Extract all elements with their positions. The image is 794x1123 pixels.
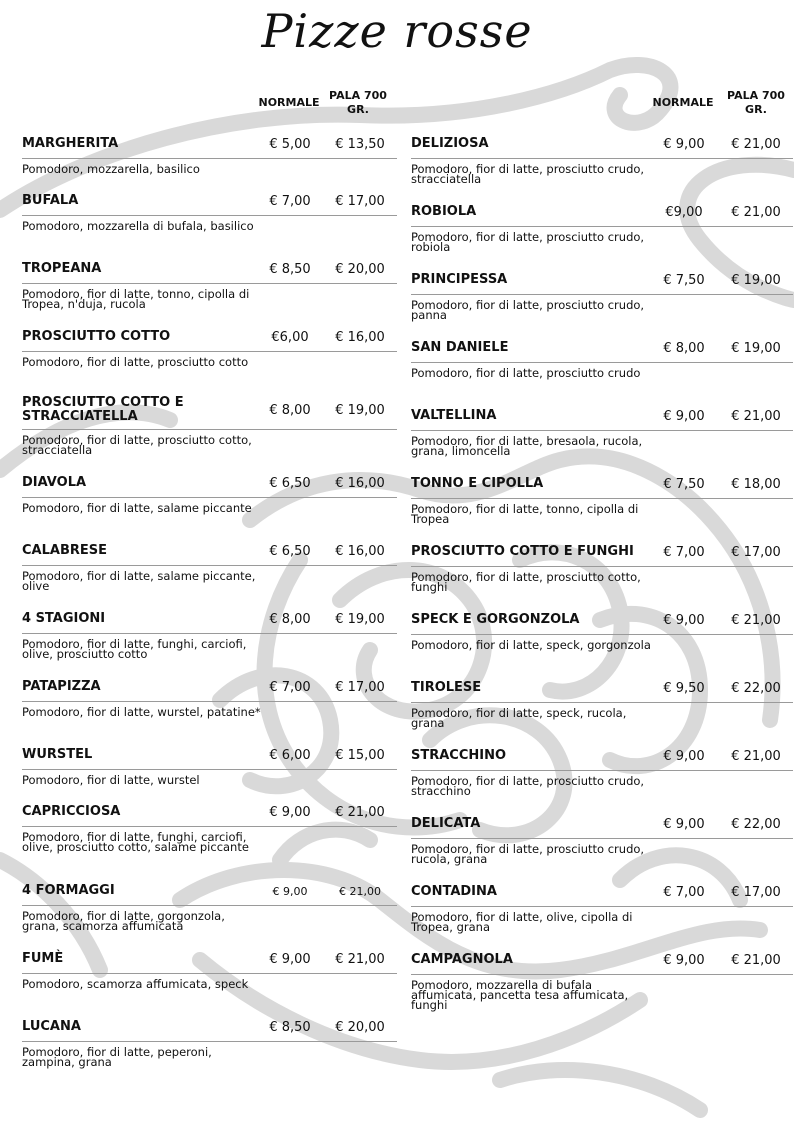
pizza-name: PRINCIPESSA (411, 272, 508, 287)
price-pala: € 21,00 (335, 951, 385, 967)
price-pala: € 21,00 (335, 804, 385, 820)
price-normale: € 9,00 (663, 952, 705, 968)
menu-item (22, 605, 397, 634)
menu-item (22, 1013, 397, 1042)
price-normale: € 8,00 (269, 402, 311, 418)
price-normale: € 9,00 (663, 816, 705, 832)
price-pala: € 21,00 (339, 884, 381, 898)
pizza-ingredients: Pomodoro, fior di latte, bresaola, rucola, grana, limoncella (411, 434, 643, 458)
menu-item (22, 741, 397, 770)
pizza-ingredients: Pomodoro, mozzarella di bufala affumicata, pancetta tesa affumicata, funghi (411, 978, 629, 1012)
pizza-name: LUCANA (22, 1019, 81, 1034)
price-normale: € 9,50 (663, 680, 705, 696)
pizza-ingredients: Pomodoro, fior di latte, prosciutto cotto (22, 355, 249, 369)
pizza-ingredients: Pomodoro, fior di latte, funghi, carciofi, olive, prosciutto cotto (22, 637, 247, 661)
pizza-name: SAN DANIELE (411, 340, 509, 355)
menu-item (22, 798, 397, 827)
menu-item (22, 945, 397, 974)
pizza-name: TONNO E CIPOLLA (411, 476, 544, 491)
pizza-ingredients: Pomodoro, fior di latte, peperoni, zampina, grana (22, 1045, 212, 1069)
pizza-ingredients: Pomodoro, fior di latte, salame piccante, olive (22, 569, 256, 593)
pizza-name: CAMPAGNOLA (411, 952, 513, 967)
price-pala: € 21,00 (731, 952, 781, 968)
price-pala: € 19,00 (335, 402, 385, 418)
price-normale: € 6,00 (269, 747, 311, 763)
price-normale: € 8,00 (269, 611, 311, 627)
price-pala: € 17,00 (335, 679, 385, 695)
price-pala: € 17,00 (731, 884, 781, 900)
pizza-ingredients: Pomodoro, fior di latte, gorgonzola, grana, scamorza affumicata (22, 909, 225, 933)
pizza-ingredients: Pomodoro, fior di latte, funghi, carciofi, olive, prosciutto cotto, salame piccante (22, 830, 249, 854)
menu-item (411, 334, 793, 363)
pizza-ingredients: Pomodoro, fior di latte, olive, cipolla di Tropea, grana (411, 910, 633, 934)
price-normale: € 9,00 (663, 136, 705, 152)
price-normale: € 7,50 (663, 476, 705, 492)
pizza-name: DIAVOLA (22, 475, 87, 490)
price-normale: € 7,00 (663, 544, 705, 560)
pizza-ingredients: Pomodoro, fior di latte, speck, rucola, grana (411, 706, 627, 730)
menu-item (22, 323, 397, 352)
pizza-name: SPECK E GORGONZOLA (411, 612, 580, 627)
menu-item (411, 878, 793, 907)
price-normale: € 5,00 (269, 136, 311, 152)
price-pala: € 21,00 (731, 136, 781, 152)
pizza-name: WURSTEL (22, 747, 93, 762)
pizza-name: PROSCIUTTO COTTO E STRACCIATELLA (22, 395, 184, 424)
price-normale: € 9,00 (269, 951, 311, 967)
pizza-ingredients: Pomodoro, fior di latte, prosciutto crudo, stracchino (411, 774, 645, 798)
pizza-ingredients: Pomodoro, fior di latte, prosciutto crudo, rucola, grana (411, 842, 645, 866)
price-pala: € 19,00 (731, 340, 781, 356)
header-pala-700: PALA 700 GR. (727, 89, 785, 116)
pizza-name: DELICATA (411, 816, 481, 831)
menu-item (411, 198, 793, 227)
pizza-ingredients: Pomodoro, fior di latte, prosciutto crudo, robiola (411, 230, 645, 254)
pizza-ingredients: Pomodoro, fior di latte, tonno, cipolla di Tropea, n'duja, rucola (22, 287, 250, 311)
pizza-name: 4 FORMAGGI (22, 883, 115, 898)
menu-column-right (411, 88, 793, 1025)
pizza-name: MARGHERITA (22, 136, 119, 151)
header-pala-700: PALA 700 GR. (329, 89, 387, 116)
pizza-name: TROPEANA (22, 261, 102, 276)
pizza-ingredients: Pomodoro, mozzarella, basilico (22, 162, 200, 176)
price-normale: € 8,00 (663, 340, 705, 356)
menu-item (22, 673, 397, 702)
price-normale: €9,00 (665, 204, 703, 220)
price-normale: € 7,00 (663, 884, 705, 900)
pizza-ingredients: Pomodoro, fior di latte, speck, gorgonzola (411, 638, 651, 652)
price-pala: € 21,00 (731, 204, 781, 220)
pizza-name: FUMÈ (22, 951, 64, 966)
price-pala: € 16,00 (335, 543, 385, 559)
menu-item (411, 470, 793, 499)
price-normale: € 9,00 (663, 748, 705, 764)
menu-column-left (22, 88, 397, 1071)
menu-item (22, 469, 397, 498)
menu-item (411, 538, 793, 567)
price-pala: € 19,00 (335, 611, 385, 627)
menu-item (411, 742, 793, 771)
price-normale: € 7,00 (269, 193, 311, 209)
menu-item (411, 266, 793, 295)
price-pala: € 20,00 (335, 1019, 385, 1035)
menu-item (22, 187, 397, 216)
price-normale: € 9,00 (663, 408, 705, 424)
pizza-ingredients: Pomodoro, mozzarella di bufala, basilico (22, 219, 254, 233)
pizza-name: VALTELLINA (411, 408, 497, 423)
pizza-ingredients: Pomodoro, fior di latte, prosciutto cotto, stracciatella (22, 433, 252, 457)
pizza-name: DELIZIOSA (411, 136, 489, 151)
price-normale: € 6,50 (269, 543, 311, 559)
pizza-name: ROBIOLA (411, 204, 477, 219)
pizza-ingredients: Pomodoro, fior di latte, prosciutto cotto, funghi (411, 570, 641, 594)
pizza-name: 4 STAGIONI (22, 611, 106, 626)
pizza-ingredients: Pomodoro, scamorza affumicata, speck (22, 977, 249, 991)
pizza-name: TIROLESE (411, 680, 482, 695)
price-pala: € 16,00 (335, 329, 385, 345)
menu-item (22, 255, 397, 284)
pizza-name: BUFALA (22, 193, 79, 208)
price-normale: € 6,50 (269, 475, 311, 491)
menu-item (411, 810, 793, 839)
pizza-name: PROSCIUTTO COTTO (22, 329, 171, 344)
pizza-ingredients: Pomodoro, fior di latte, prosciutto crudo, stracciatella (411, 162, 645, 186)
price-pala: € 16,00 (335, 475, 385, 491)
price-pala: € 15,00 (335, 747, 385, 763)
price-normale: € 9,00 (272, 884, 308, 898)
price-normale: € 9,00 (269, 804, 311, 820)
price-pala: € 21,00 (731, 612, 781, 628)
menu-item (22, 537, 397, 566)
pizza-ingredients: Pomodoro, fior di latte, salame piccante (22, 501, 252, 515)
header-normale: NORMALE (258, 96, 320, 109)
price-pala: € 18,00 (731, 476, 781, 492)
pizza-ingredients: Pomodoro, fior di latte, tonno, cipolla di Tropea (411, 502, 639, 526)
price-normale: € 7,00 (269, 679, 311, 695)
price-pala: € 21,00 (731, 408, 781, 424)
pizza-name: STRACCHINO (411, 748, 507, 763)
price-normale: € 8,50 (269, 261, 311, 277)
menu-item (22, 877, 397, 906)
price-pala: € 19,00 (731, 272, 781, 288)
pizza-name: CAPRICCIOSA (22, 804, 121, 819)
price-pala: € 21,00 (731, 748, 781, 764)
price-pala: € 22,00 (731, 680, 781, 696)
price-pala: € 20,00 (335, 261, 385, 277)
price-pala: € 13,50 (335, 136, 385, 152)
menu-item (22, 130, 397, 159)
pizza-name: PATAPIZZA (22, 679, 101, 694)
pizza-name: CALABRESE (22, 543, 107, 558)
page-title: Pizze rosse (261, 4, 533, 58)
pizza-ingredients: Pomodoro, fior di latte, wurstel, patatine* (22, 705, 261, 719)
column-header (411, 88, 793, 130)
menu-item (22, 391, 397, 430)
pizza-ingredients: Pomodoro, fior di latte, wurstel (22, 773, 200, 787)
price-pala: € 17,00 (335, 193, 385, 209)
menu-item (411, 130, 793, 159)
header-normale: NORMALE (652, 96, 714, 109)
menu-item (411, 674, 793, 703)
price-normale: € 8,50 (269, 1019, 311, 1035)
menu-item (411, 606, 793, 635)
pizza-ingredients: Pomodoro, fior di latte, prosciutto crudo (411, 366, 641, 380)
pizza-ingredients: Pomodoro, fior di latte, prosciutto crudo, panna (411, 298, 645, 322)
pizza-name: PROSCIUTTO COTTO E FUNGHI (411, 544, 634, 559)
price-normale: € 9,00 (663, 612, 705, 628)
menu-item (411, 946, 793, 975)
price-pala: € 17,00 (731, 544, 781, 560)
price-pala: € 22,00 (731, 816, 781, 832)
pizza-name: CONTADINA (411, 884, 497, 899)
column-header (22, 88, 397, 130)
menu-item (411, 402, 793, 431)
price-normale: €6,00 (271, 329, 309, 345)
price-normale: € 7,50 (663, 272, 705, 288)
